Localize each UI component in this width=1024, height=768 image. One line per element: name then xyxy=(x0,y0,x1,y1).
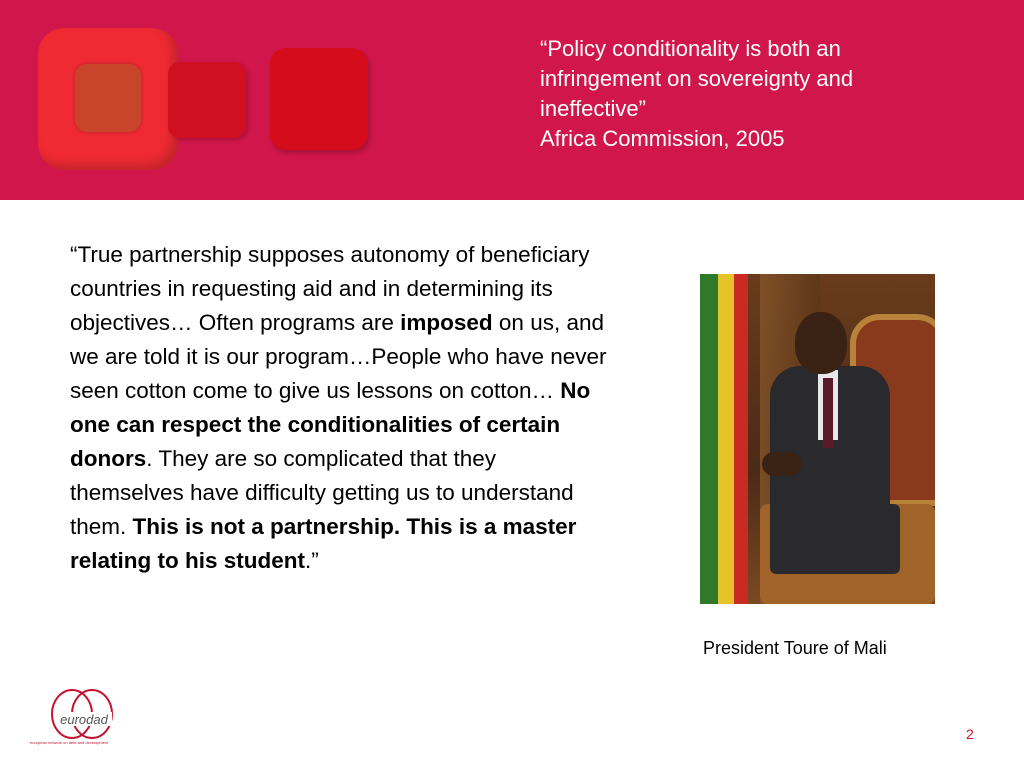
figure-tie xyxy=(823,378,833,448)
quote-segment: on us, and we are told it is our program…People who have never seen cotton come to give us lessons on cotton… xyxy=(70,310,607,403)
logo-text: eurodad xyxy=(60,712,108,727)
quote-segment-bold: No one can respect the conditionalities of certain donors xyxy=(70,378,591,471)
photo-caption: President Toure of Mali xyxy=(703,638,887,658)
logo-tagline: european network on debt and development xyxy=(30,740,109,745)
figure-hands xyxy=(762,452,802,476)
page-number: 2 xyxy=(966,726,974,742)
quote-segment: . They are so complicated that they themselves have difficulty getting us to understand them. xyxy=(70,446,574,539)
figure-legs xyxy=(770,504,900,574)
figure-head xyxy=(795,312,847,374)
flag-yellow-stripe xyxy=(718,274,734,604)
decorative-square-right xyxy=(270,48,368,150)
decorative-square-inner xyxy=(75,64,141,132)
header-quote-attribution: Africa Commission, 2005 xyxy=(540,126,785,151)
quote-segment: .” xyxy=(305,548,319,573)
decorative-square-middle xyxy=(168,62,246,138)
header-quote-line: infringement on sovereignty and xyxy=(540,66,854,91)
header-quote-line: “Policy conditionality is both an xyxy=(540,36,841,61)
president-photo xyxy=(700,274,935,604)
header-quote xyxy=(540,34,980,154)
header-quote-line: ineffective” xyxy=(540,96,646,121)
body-quote xyxy=(70,238,615,578)
flag-green-stripe xyxy=(700,274,718,604)
flag-red-stripe xyxy=(734,274,748,604)
quote-segment-bold: This is not a partnership. This is a master relating to his student xyxy=(70,514,577,573)
quote-segment-bold: imposed xyxy=(400,310,493,335)
quote-segment: “True partnership supposes autonomy of beneficiary countries in requesting aid and in determining its objectives… Often programs are xyxy=(70,242,590,335)
